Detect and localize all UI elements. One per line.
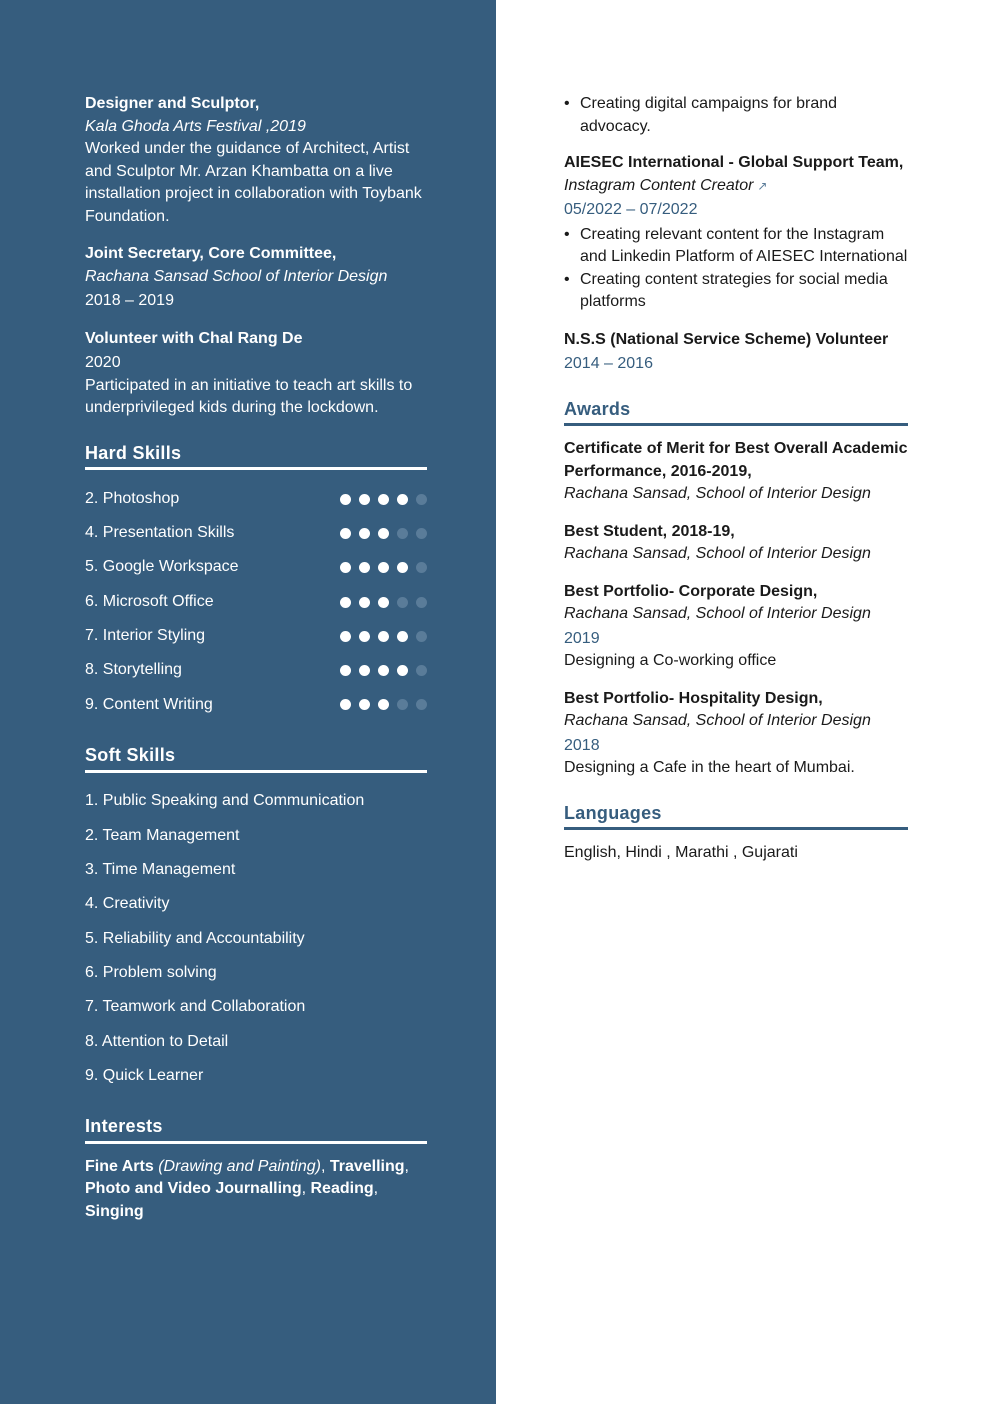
interest-travelling: Travelling [329, 1157, 405, 1175]
hard-skill-row [85, 653, 427, 687]
entry-org: Kala Ghoda Arts Festival ,2019 [85, 117, 306, 135]
external-link-icon[interactable]: ↗ [757, 178, 768, 193]
soft-skills-list [85, 785, 427, 1094]
award-entry [564, 688, 908, 780]
entry-role-text: Instagram Content Creator [564, 176, 754, 194]
entry-title: Volunteer with Chal Rang De [85, 329, 303, 347]
rating-dot-empty [416, 631, 427, 642]
soft-skill-item: 4. Creativity [85, 895, 170, 913]
experience-entry [85, 328, 427, 420]
hard-skill-label: 7. Interior Styling [85, 627, 206, 645]
rating-dot-filled [397, 631, 408, 642]
rating-dot-empty [416, 528, 427, 539]
award-org: Rachana Sansad, School of Interior Design [564, 712, 871, 729]
soft-skills-heading: Soft Skills [85, 744, 427, 773]
bullet-item: • Creating content strategies for social media platforms [564, 269, 908, 314]
rating-dot-empty [416, 597, 427, 608]
rating-dot-filled [340, 631, 351, 642]
hard-skill-row [85, 516, 427, 550]
interest-reading: Reading [310, 1180, 374, 1198]
entry-date: 2020 [85, 354, 121, 371]
soft-skill-item: 3. Time Management [85, 861, 236, 879]
rating-dot-filled [378, 528, 389, 539]
award-description: Designing a Co-working office [564, 652, 777, 669]
nss-entry [564, 329, 908, 376]
entry-role [564, 175, 908, 198]
award-entry [564, 438, 908, 506]
award-date: 2019 [564, 629, 600, 647]
entry-title: N.S.S (National Service Scheme) Volunteer [564, 330, 889, 348]
soft-skill-item: 6. Problem solving [85, 963, 217, 981]
rating-dot-filled [340, 528, 351, 539]
award-org: Rachana Sansad, School of Interior Design [564, 545, 871, 562]
rating-dot-filled [378, 699, 389, 710]
hard-skill-row [85, 688, 427, 722]
rating-dot-filled [359, 597, 370, 608]
rating-dot-empty [397, 597, 408, 608]
rating-dot-filled [359, 562, 370, 573]
rating-dot-empty [397, 699, 408, 710]
awards-heading: Awards [564, 398, 908, 427]
rating-dot-filled [340, 562, 351, 573]
hard-skills-list [85, 482, 427, 722]
rating-dot-filled [378, 494, 389, 505]
experience-entry [85, 243, 427, 313]
soft-skill-item: 7. Teamwork and Collaboration [85, 998, 306, 1016]
soft-skill-item: 1. Public Speaking and Communication [85, 792, 365, 810]
languages-heading: Languages [564, 802, 908, 831]
hard-skills-heading: Hard Skills [85, 442, 427, 471]
rating-dot-filled [397, 665, 408, 676]
rating-dot-empty [416, 699, 427, 710]
languages-text: English, Hindi , Marathi , Gujarati [564, 844, 798, 861]
bullet-item: • Creating relevant content for the Instagram and Linkedin Platform of AIESEC International [564, 224, 908, 269]
skill-rating [340, 528, 427, 539]
award-title: Best Portfolio- Corporate Design, [564, 582, 818, 600]
skill-rating [340, 494, 427, 505]
skill-rating [340, 597, 427, 608]
hard-skill-label: 2. Photoshop [85, 489, 180, 507]
rating-dot-filled [378, 631, 389, 642]
award-entry [564, 581, 908, 673]
rating-dot-filled [397, 562, 408, 573]
hard-skill-label: 6. Microsoft Office [85, 592, 214, 610]
interest-fine-arts: Fine Arts [85, 1157, 154, 1175]
rating-dot-filled [378, 562, 389, 573]
rating-dot-filled [340, 597, 351, 608]
skill-rating [340, 562, 427, 573]
interests-heading: Interests [85, 1115, 427, 1144]
award-date: 2018 [564, 736, 600, 754]
soft-skill-item: 8. Attention to Detail [85, 1032, 229, 1050]
aiesec-entry [564, 152, 908, 314]
hard-skill-label: 9. Content Writing [85, 695, 213, 713]
entry-date: 2018 – 2019 [85, 292, 174, 309]
entry-date: 2014 – 2016 [564, 355, 653, 372]
skill-rating [340, 699, 427, 710]
rating-dot-filled [340, 699, 351, 710]
skill-rating [340, 631, 427, 642]
entry-title: AIESEC International - Global Support Team, [564, 154, 904, 171]
rating-dot-empty [416, 562, 427, 573]
rating-dot-filled [378, 597, 389, 608]
campaign-bullets [564, 93, 908, 138]
award-org: Rachana Sansad, School of Interior Design [564, 605, 871, 622]
entry-title: Designer and Sculptor, [85, 95, 260, 112]
rating-dot-filled [359, 494, 370, 505]
rating-dot-filled [359, 528, 370, 539]
main-content [564, 93, 908, 865]
award-org: Rachana Sansad, School of Interior Design [564, 485, 871, 502]
rating-dot-filled [359, 699, 370, 710]
entry-date: 05/2022 – 07/2022 [564, 201, 698, 218]
soft-skill-item: 9. Quick Learner [85, 1066, 204, 1084]
interests-text: Fine Arts (Drawing and Painting), Travelling, Photo and Video Journalling, Reading, Singing [85, 1157, 409, 1220]
rating-dot-filled [359, 631, 370, 642]
hard-skill-row [85, 585, 427, 619]
rating-dot-filled [397, 494, 408, 505]
rating-dot-empty [416, 494, 427, 505]
bullet-item: • Creating digital campaigns for brand advocacy. [564, 93, 908, 138]
award-entry [564, 521, 908, 566]
interest-photo: Photo and Video Journalling [85, 1180, 302, 1198]
award-title: Best Student, 2018-19, [564, 522, 735, 540]
entry-org: Rachana Sansad School of Interior Design [85, 267, 388, 285]
interest-singing: Singing [85, 1202, 144, 1220]
rating-dot-empty [397, 528, 408, 539]
soft-skill-item: 2. Team Management [85, 826, 240, 844]
rating-dot-filled [340, 494, 351, 505]
award-description: Designing a Cafe in the heart of Mumbai. [564, 759, 855, 776]
experience-entry [85, 93, 427, 228]
aiesec-bullets [564, 224, 908, 314]
interest-fine-arts-note: (Drawing and Painting) [158, 1157, 321, 1175]
hard-skill-row [85, 619, 427, 653]
hard-skill-label: 8. Storytelling [85, 661, 182, 679]
hard-skill-label: 4. Presentation Skills [85, 524, 235, 542]
award-title: Certificate of Merit for Best Overall Academic Performance, 2016-2019, [564, 440, 908, 480]
award-title: Best Portfolio- Hospitality Design, [564, 689, 823, 707]
rating-dot-empty [416, 665, 427, 676]
skill-rating [340, 665, 427, 676]
entry-description: Worked under the guidance of Architect, Artist and Sculptor Mr. Arzan Khambatta on a live installation project in collaboration with Toybank Foundation. [85, 140, 422, 225]
rating-dot-filled [340, 665, 351, 676]
hard-skill-row [85, 551, 427, 585]
hard-skill-label: 5. Google Workspace [85, 558, 239, 576]
hard-skill-row [85, 482, 427, 516]
sidebar-content [85, 93, 427, 1223]
entry-description: Participated in an initiative to teach art skills to underprivileged kids during the lockdown. [85, 376, 413, 416]
rating-dot-filled [359, 665, 370, 676]
entry-title: Joint Secretary, Core Committee, [85, 245, 337, 262]
rating-dot-filled [378, 665, 389, 676]
soft-skill-item: 5. Reliability and Accountability [85, 929, 305, 947]
